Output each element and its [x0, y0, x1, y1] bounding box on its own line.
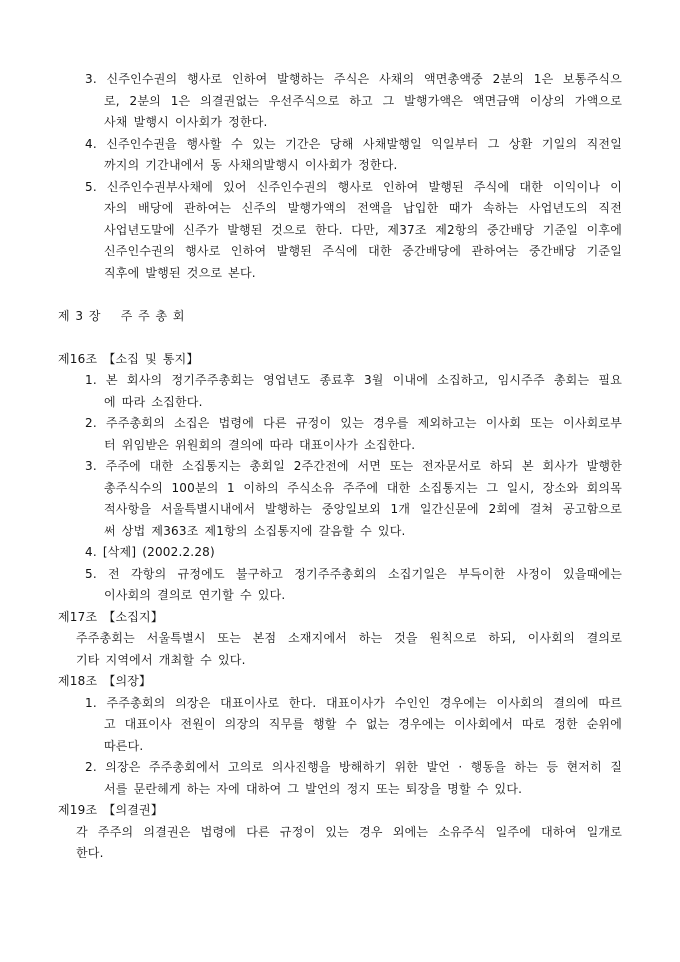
item-number: 1. [85, 695, 97, 710]
text-line: 1. 본 회사의 정기주주총회는 영업년도 종료후 3월 이내에 소집하고, 임시주주 총회는 필요 [85, 373, 622, 387]
text-line: 따른다. [104, 738, 144, 753]
text-line: 5. 신주인수권부사채에 있어 신주인수권의 행사로 인하여 발행된 주식에 대한 이익이나 이 [85, 179, 622, 194]
blank-line [58, 284, 622, 306]
numbered-clause [85, 693, 622, 758]
text-line: 주주총회는 서울특별시 또는 본점 소재지에서 하는 것을 원칙으로 하되, 이사회의 결의로 [76, 631, 622, 645]
text-line: 터 위임받은 위원회의 결의에 따라 대표이사가 소집한다. [104, 437, 416, 452]
numbered-clause [85, 757, 622, 800]
item-number: 5. [85, 566, 97, 581]
item-number: 4. [85, 545, 97, 559]
numbered-clause [85, 177, 622, 285]
text-line: 3. 주주에 대한 소집통지는 총회일 2주간전에 서면 또는 전자문서로 하되 본 회사가 발행한 [85, 459, 622, 473]
text-line: 신주인수권의 행사로 인하여 발행된 주식에 대한 중간배당에 관하여는 중간배당 기준일 [104, 244, 622, 258]
text-line: 사업년도말에 신주가 발행된 것으로 한다. 다만, 제37조 제2항의 중간배당 기준일 이후에 [104, 222, 622, 237]
clause-body [76, 822, 622, 865]
article-heading: 제19조 【의결권】 [58, 803, 164, 817]
text-line: 사채 발행시 이사회가 정한다. [104, 115, 268, 129]
text-line: 적사항을 서울특별시내에서 발행하는 중앙일보외 1개 일간신문에 2회에 걸쳐 공고함으로 [104, 502, 622, 516]
text-line: 4. 신주인수권을 행사할 수 있는 기간은 당해 사채발행일 익일부터 그 상환 기일의 직전일 [85, 136, 622, 151]
item-number: 2. [85, 760, 97, 774]
numbered-clause [85, 413, 622, 456]
text-line: 1. 주주총회의 의장은 대표이사로 한다. 대표이사가 수인인 경우에는 이사회의 결의에 따르 [85, 695, 622, 710]
text-line: 직후에 발행된 것으로 본다. [104, 265, 256, 280]
numbered-clause [85, 456, 622, 542]
blank-line [58, 327, 622, 349]
text-line: 고 대표이사 전원이 의장의 직무를 행할 수 없는 경우에는 이사회에서 따로 정한 순위에 [104, 717, 622, 731]
text-line: 5. 전 각항의 규정에도 불구하고 정기주주총회의 소집기일은 부득이한 사정이 있을때에는 [85, 566, 622, 581]
numbered-clause [85, 69, 622, 134]
numbered-clause [85, 370, 622, 413]
text-line: 로, 2분의 1은 의결권없는 우선주식으로 하고 그 발행가액은 액면금액 이상의 가액으로 [104, 93, 622, 108]
text-line: 이사회의 결의로 연기할 수 있다. [104, 588, 286, 602]
text-line: 써 상법 제363조 제1항의 소집통지에 갈음할 수 있다. [104, 523, 406, 538]
item-number: 3. [85, 459, 97, 473]
text-line: 까지의 기간내에서 동 사채의발행시 이사회가 정한다. [104, 158, 398, 172]
item-number: 5. [85, 179, 97, 194]
item-number: 2. [85, 416, 97, 430]
article-heading: 제17조 【소집지】 [58, 609, 164, 624]
article-heading: 제18조 【의장】 [58, 674, 152, 688]
text-line: 서를 문란헤게 하는 자에 대하여 그 발언의 정지 또는 퇴장을 명할 수 있다. [104, 781, 523, 796]
chapter-heading: 제 3 장 주 주 총 회 [58, 308, 186, 323]
text-line: 한다. [76, 846, 104, 860]
text-line: 4. [삭제] (2002.2.28) [85, 545, 215, 559]
text-line: 2. 의장은 주주총회에서 고의로 의사진행을 방해하기 위한 발언 · 행동을 하는 등 현저히 질 [85, 760, 622, 774]
text-line: 2. 주주총회의 소집은 법령에 다른 규정이 있는 경우를 제외하고는 이사회 또는 이사회로부 [85, 416, 622, 430]
clause-body [76, 628, 622, 671]
text-line: 총주식수의 100분의 1 이하의 주식소유 주주에 대한 소집통지는 그 일시, 장소와 회의목 [104, 480, 622, 495]
item-number: 1. [85, 373, 97, 387]
numbered-clause [85, 564, 622, 607]
text-line: 에 따라 소집한다. [104, 394, 203, 409]
text-line: 3. 신주인수권의 행사로 인하여 발행하는 주식은 사채의 액면총액중 2분의 1은 보통주식으 [85, 72, 622, 86]
item-number: 3. [85, 72, 97, 86]
text-line: 각 주주의 의결권은 법령에 다른 규정이 있는 경우 외에는 소유주식 일주에 대하여 일개로 [76, 824, 622, 839]
numbered-clause [85, 542, 622, 564]
numbered-clause [85, 134, 622, 177]
text-line: 자의 배당에 관하여는 신주의 발행가액의 전액을 납입한 때가 속하는 사업년도의 직전 [104, 201, 622, 215]
item-number: 4. [85, 136, 97, 151]
article-heading: 제16조 【소집 및 통지】 [58, 351, 199, 366]
text-line: 기타 지역에서 개최할 수 있다. [76, 652, 246, 667]
